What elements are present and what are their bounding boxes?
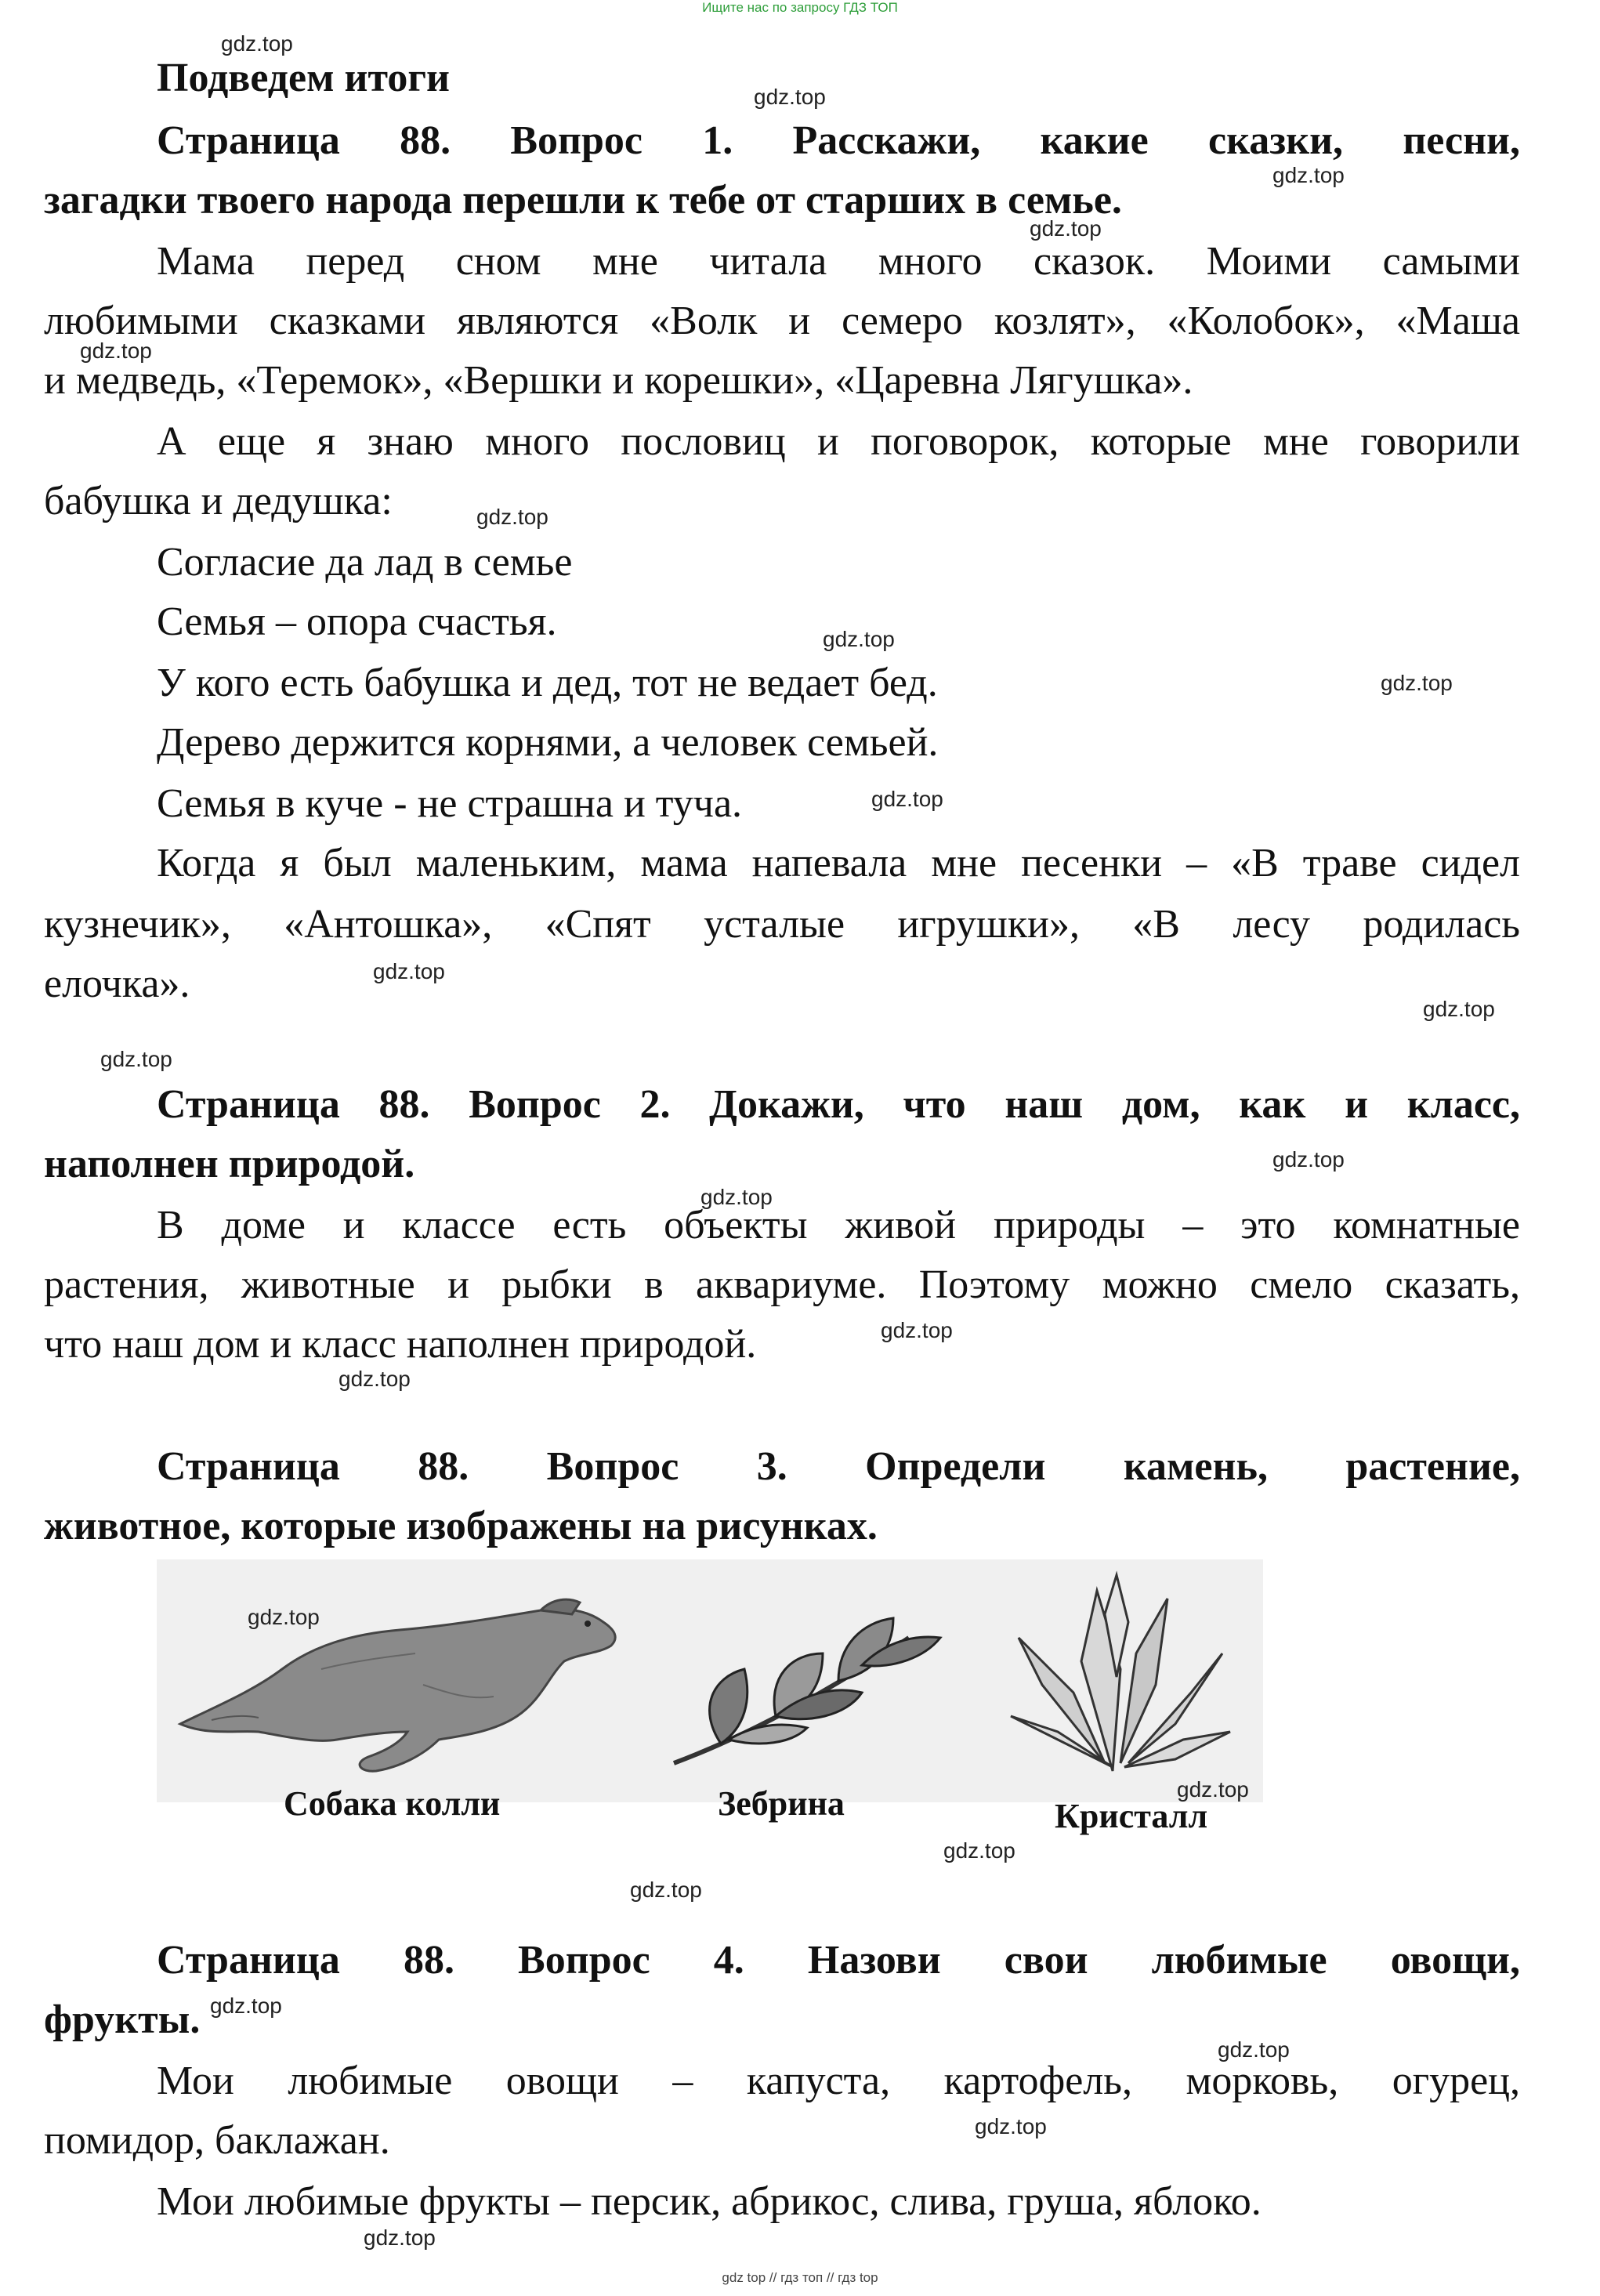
q1-text-line: любимыми сказками являются «Волк и семеро козлят», «Колобок», «Маша [44, 299, 1520, 343]
q2-text-line: что наш дом и класс наполнен природой. [44, 1322, 757, 1367]
q1-text-line: Когда я был маленьким, мама напевала мне песенки – «В траве сидел [157, 841, 1520, 885]
watermark: gdz.top [476, 505, 548, 529]
watermark: gdz.top [1423, 997, 1495, 1021]
header-search-note: Ищите нас по запросу ГДЗ ТОП [702, 0, 898, 15]
q1-text-line: А еще я знаю много пословиц и поговорок, которые мне говорили [157, 419, 1520, 464]
proverb: Семья в куче - не страшна и туча. [157, 781, 743, 826]
proverb: У кого есть бабушка и дед, тот не ведает бед. [157, 661, 938, 705]
q1-heading-cont: загадки твоего народа перешли к тебе от старших в семье. [44, 178, 1122, 223]
q3-heading: Страница 88. Вопрос 3. Определи камень, растение, [157, 1444, 1520, 1489]
q1-heading: Страница 88. Вопрос 1. Расскажи, какие сказки, песни, [157, 118, 1520, 163]
watermark: gdz.top [364, 2225, 436, 2250]
figure-caption-plant: Зебрина [718, 1784, 845, 1823]
watermark: gdz.top [80, 339, 152, 363]
watermark: gdz.top [1177, 1777, 1249, 1802]
q1-text-line: Мама перед сном мне читала много сказок. Моими самыми [157, 239, 1520, 284]
figure-caption-crystal: Кристалл [1055, 1797, 1208, 1835]
q2-heading-cont: наполнен природой. [44, 1142, 415, 1186]
watermark: gdz.top [871, 787, 943, 811]
q1-text-line: бабушка и дедушка: [44, 479, 393, 523]
section-title: Подведем итоги [157, 56, 450, 100]
watermark: gdz.top [1381, 671, 1453, 695]
zebrina-plant-illustration [658, 1591, 956, 1779]
q2-heading: Страница 88. Вопрос 2. Докажи, что наш дом, как и класс, [157, 1082, 1520, 1127]
watermark: gdz.top [1272, 1147, 1345, 1172]
proverb: Дерево держится корнями, а человек семьей. [157, 720, 939, 765]
watermark: gdz.top [338, 1367, 411, 1391]
watermark: gdz.top [630, 1878, 702, 1902]
proverb: Согласие да лад в семье [157, 540, 573, 585]
watermark: gdz.top [1218, 2037, 1290, 2062]
q2-text-line: В доме и классе есть объекты живой природы – это комнатные [157, 1203, 1520, 1248]
proverb: Семья – опора счастья. [157, 599, 557, 644]
q2-text-line: растения, животные и рыбки в аквариуме. Поэтому можно смело сказать, [44, 1262, 1520, 1307]
watermark: gdz.top [1272, 163, 1345, 187]
watermark: gdz.top [823, 627, 895, 651]
q3-heading-cont: животное, которые изображены на рисунках. [44, 1504, 878, 1548]
q1-text-line: елочка». [44, 961, 190, 1006]
watermark: gdz.top [754, 85, 826, 109]
q1-text-line: кузнечик», «Антошка», «Спят усталые игрушки», «В лесу родилась [44, 902, 1520, 947]
watermark: gdz.top [1030, 216, 1102, 241]
q4-heading: Страница 88. Вопрос 4. Назови свои любимые овощи, [157, 1938, 1520, 1983]
q1-text-line: и медведь, «Теремок», «Вершки и корешки», «Царевна Лягушка». [44, 358, 1193, 403]
watermark: gdz.top [881, 1318, 953, 1342]
collie-dog-illustration [165, 1575, 666, 1779]
watermark: gdz.top [248, 1605, 320, 1629]
watermark: gdz.top [221, 31, 293, 56]
watermark: gdz.top [975, 2114, 1047, 2138]
q4-text-line: помидор, баклажан. [44, 2118, 390, 2163]
figure-caption-dog: Собака колли [284, 1784, 501, 1823]
watermark: gdz.top [700, 1185, 773, 1209]
watermark: gdz.top [373, 959, 445, 983]
q4-heading-cont: фрукты. [44, 1997, 201, 2042]
watermark: gdz.top [943, 1838, 1015, 1863]
q4-text-line: Мои любимые овощи – капуста, картофель, морковь, огурец, [157, 2059, 1520, 2103]
footer-note: gdz top // гдз топ // гдз top [722, 2270, 878, 2285]
crystal-illustration [987, 1567, 1246, 1779]
illustration-panel [157, 1559, 1263, 1802]
watermark: gdz.top [100, 1047, 172, 1071]
watermark: gdz.top [210, 1994, 282, 2018]
q4-text-line: Мои любимые фрукты – персик, абрикос, слива, груша, яблоко. [157, 2179, 1262, 2224]
